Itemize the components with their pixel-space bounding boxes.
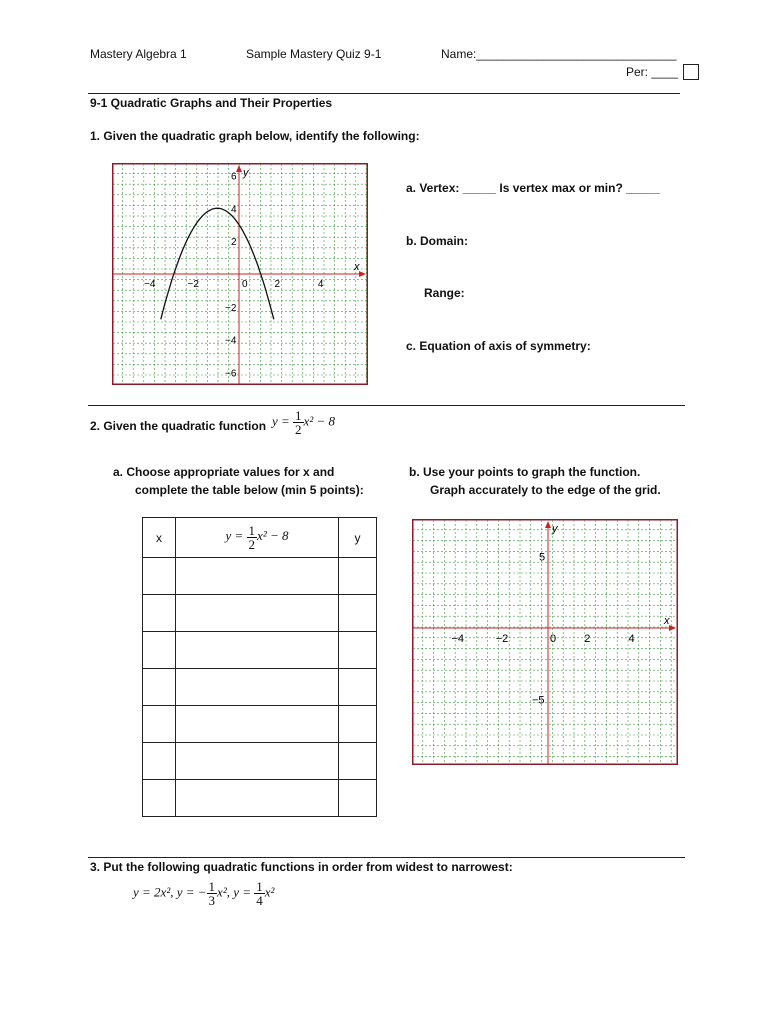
table-header-row — [143, 518, 377, 558]
cell-expr[interactable] — [176, 632, 339, 669]
q1-graph — [112, 163, 368, 385]
x-tick-label: −4 — [144, 279, 156, 290]
cell-y[interactable] — [339, 632, 377, 669]
x-axis-label: x — [664, 615, 670, 627]
q2-function: y = $\frac{1}{2}$ x² − 8 — [272, 408, 335, 437]
values-table — [142, 517, 377, 817]
checkbox[interactable] — [683, 64, 699, 80]
x-tick-label: 0 — [242, 279, 248, 290]
x-tick-label: 4 — [628, 633, 635, 645]
q2-graph-grid[interactable] — [412, 519, 678, 765]
col-expr-header: y = $\frac{1}{2}$ x² − 8 — [176, 518, 339, 558]
x-tick-label: −2 — [495, 633, 509, 645]
q2-part-b-line1: b. Use your points to graph the function. — [409, 465, 641, 479]
q2-part-a-line1: a. Choose appropriate values for x and — [113, 465, 335, 479]
table-row — [143, 669, 377, 706]
y-axis-label: y — [552, 523, 558, 535]
period-field[interactable]: Per: ____ — [626, 65, 679, 79]
cell-y[interactable] — [339, 780, 377, 817]
q2-prompt: 2. Given the quadratic function — [90, 419, 267, 433]
x-tick-label: −4 — [451, 633, 464, 645]
y-tick-label: −6 — [225, 368, 237, 380]
q3-prompt: 3. Put the following quadratic functions in order from widest to narrowest: — [90, 860, 513, 874]
col-x-header: x — [143, 518, 176, 558]
cell-expr[interactable] — [176, 558, 339, 595]
cell-y[interactable] — [339, 558, 377, 595]
cell-y[interactable] — [339, 743, 377, 780]
table-row — [143, 780, 377, 817]
course-title: Mastery Algebra 1 — [90, 47, 187, 61]
cell-x[interactable] — [143, 780, 176, 817]
x-axis-label: x — [354, 261, 360, 273]
x-tick-label: 2 — [274, 279, 281, 290]
name-field[interactable]: Name:______________________________ — [441, 47, 677, 61]
divider — [88, 857, 685, 858]
cell-expr[interactable] — [176, 743, 339, 780]
divider — [88, 405, 685, 406]
x-tick-label: −2 — [187, 279, 199, 290]
cell-y[interactable] — [339, 595, 377, 632]
cell-x[interactable] — [143, 632, 176, 669]
y-tick-label: 6 — [231, 171, 237, 183]
cell-expr[interactable] — [176, 595, 339, 632]
y-axis-label: y — [243, 167, 249, 179]
cell-expr[interactable] — [176, 669, 339, 706]
y-tick-label: 4 — [231, 204, 237, 216]
q2-part-a-line2: complete the table below (min 5 points): — [135, 483, 364, 497]
cell-x[interactable] — [143, 595, 176, 632]
cell-x[interactable] — [143, 669, 176, 706]
q2-part-b-line2: Graph accurately to the edge of the grid. — [430, 483, 661, 497]
col-y-header: y — [339, 518, 377, 558]
cell-x[interactable] — [143, 743, 176, 780]
cell-expr[interactable] — [176, 706, 339, 743]
quiz-title: Sample Mastery Quiz 9-1 — [246, 47, 382, 61]
table-row — [143, 632, 377, 669]
q1-prompt: 1. Given the quadratic graph below, identify the following: — [90, 129, 420, 143]
x-tick-label: 0 — [550, 633, 557, 645]
cell-y[interactable] — [339, 706, 377, 743]
q1-part-a: a. Vertex: _____ Is vertex max or min? _____ — [406, 181, 660, 195]
cell-y[interactable] — [339, 669, 377, 706]
table-row — [143, 558, 377, 595]
q1-part-b: b. Domain: — [406, 234, 468, 248]
y-tick-label: −4 — [225, 335, 237, 347]
cell-x[interactable] — [143, 558, 176, 595]
table-row — [143, 706, 377, 743]
x-tick-label: 4 — [317, 279, 324, 290]
section-title: 9-1 Quadratic Graphs and Their Properties — [90, 96, 333, 110]
y-tick-label: −5 — [532, 694, 545, 707]
q1-range: Range: — [424, 286, 465, 300]
y-tick-label: 2 — [231, 237, 237, 249]
x-tick-label: 2 — [584, 633, 591, 645]
y-tick-label: −2 — [225, 302, 237, 314]
table-row — [143, 595, 377, 632]
table-row — [143, 743, 377, 780]
divider — [88, 93, 680, 94]
q3-functions: y = 2x², y = − $\frac{1}{3}$ x², y = $\frac{1}{4}$ x² — [133, 879, 275, 908]
q1-part-c: c. Equation of axis of symmetry: — [406, 339, 591, 353]
cell-x[interactable] — [143, 706, 176, 743]
cell-expr[interactable] — [176, 780, 339, 817]
y-tick-label: 5 — [539, 551, 546, 564]
